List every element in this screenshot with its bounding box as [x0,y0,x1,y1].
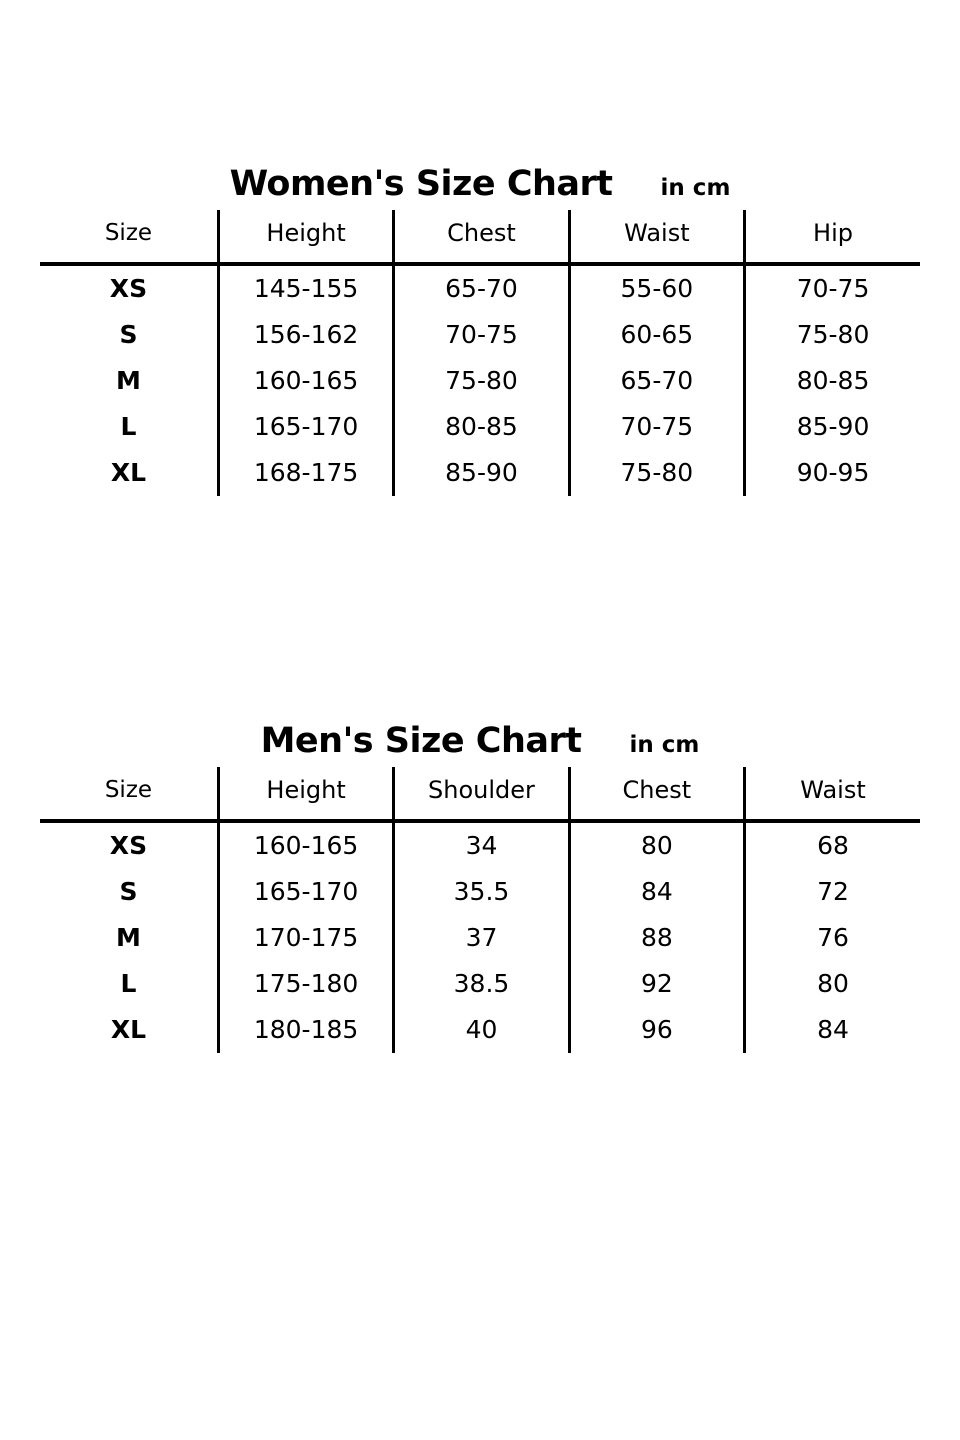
womens-chart-unit: in cm [660,175,731,201]
cell-waist: 65-70 [569,358,744,404]
cell-height: 180-185 [218,1007,393,1053]
column-header-height: Height [218,210,393,264]
cell-waist: 72 [745,869,920,915]
womens-chart-title-row [0,165,960,204]
cell-size: S [119,320,138,349]
cell-size: L [120,969,137,998]
table-row [40,404,920,450]
table-row [40,915,920,961]
cell-chest: 96 [569,1007,744,1053]
table-row [40,450,920,496]
cell-height: 160-165 [218,358,393,404]
cell-height: 145-155 [218,264,393,312]
cell-waist: 70-75 [569,404,744,450]
cell-shoulder: 35.5 [394,869,569,915]
cell-hip: 90-95 [745,450,920,496]
cell-chest: 65-70 [394,264,569,312]
cell-chest: 80-85 [394,404,569,450]
column-header-waist: Waist [745,767,920,821]
cell-height: 165-170 [218,869,393,915]
mens-chart-unit: in cm [629,732,700,758]
cell-chest: 80 [569,821,744,869]
cell-height: 160-165 [218,821,393,869]
table-row [40,312,920,358]
column-header-chest: Chest [569,767,744,821]
womens-size-chart [0,165,960,496]
column-header-height: Height [218,767,393,821]
table-row [40,1007,920,1053]
table-header-row [40,210,920,264]
cell-waist: 84 [745,1007,920,1053]
column-header-size: Size [104,776,153,803]
cell-shoulder: 38.5 [394,961,569,1007]
column-header-waist: Waist [569,210,744,264]
cell-chest: 85-90 [394,450,569,496]
cell-size: XS [109,274,148,303]
column-header-chest: Chest [394,210,569,264]
table-row [40,358,920,404]
cell-chest: 75-80 [394,358,569,404]
cell-hip: 75-80 [745,312,920,358]
cell-waist: 80 [745,961,920,1007]
cell-shoulder: 40 [394,1007,569,1053]
column-header-shoulder: Shoulder [394,767,569,821]
cell-shoulder: 37 [394,915,569,961]
cell-height: 156-162 [218,312,393,358]
cell-chest: 70-75 [394,312,569,358]
cell-height: 165-170 [218,404,393,450]
mens-chart-title-row [0,722,960,761]
cell-hip: 70-75 [745,264,920,312]
cell-height: 170-175 [218,915,393,961]
cell-chest: 84 [569,869,744,915]
table-header-row [40,767,920,821]
cell-shoulder: 34 [394,821,569,869]
cell-size: XL [110,1015,147,1044]
table-row [40,264,920,312]
cell-waist: 68 [745,821,920,869]
table-row [40,821,920,869]
mens-size-table [40,767,920,1053]
cell-size: M [116,366,141,395]
cell-hip: 80-85 [745,358,920,404]
mens-chart-title: Men's Size Chart [260,721,582,761]
cell-size: XL [110,458,147,487]
cell-height: 175-180 [218,961,393,1007]
cell-size: M [116,923,141,952]
cell-waist: 55-60 [569,264,744,312]
cell-waist: 75-80 [569,450,744,496]
table-row [40,869,920,915]
cell-waist: 60-65 [569,312,744,358]
cell-waist: 76 [745,915,920,961]
cell-height: 168-175 [218,450,393,496]
mens-size-chart [0,722,960,1053]
table-row [40,961,920,1007]
cell-chest: 88 [569,915,744,961]
cell-size: S [119,877,138,906]
column-header-hip: Hip [745,210,920,264]
womens-size-table [40,210,920,496]
cell-size: XS [109,831,148,860]
cell-chest: 92 [569,961,744,1007]
column-header-size: Size [104,219,153,246]
cell-hip: 85-90 [745,404,920,450]
cell-size: L [120,412,137,441]
womens-chart-title: Women's Size Chart [229,164,613,204]
